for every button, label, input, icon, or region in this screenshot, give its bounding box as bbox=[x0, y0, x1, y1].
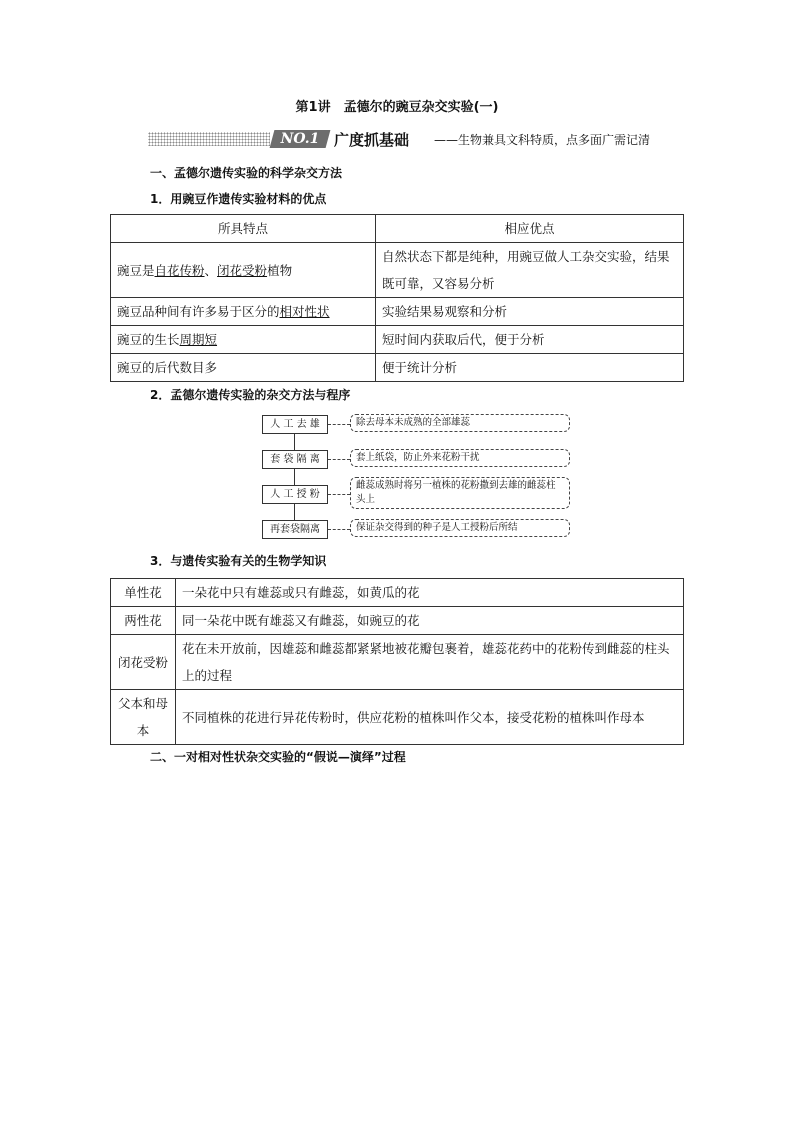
table-row bbox=[111, 298, 684, 326]
flow-note: 雌蕊成熟时将另一植株的花粉撒到去雄的雌蕊柱头上 bbox=[350, 477, 570, 509]
banner-heading: 广度抓基础 bbox=[334, 131, 410, 149]
table-row bbox=[111, 635, 684, 690]
banner-subheading: ——生物兼具文科特质，点多面广需记清 bbox=[434, 133, 651, 147]
table-cell-advantage: 自然状态下都是纯种，用豌豆做人工杂交实验，结果既可靠，又容易分析 bbox=[376, 243, 684, 298]
term-cell: 父本和母本 bbox=[111, 690, 176, 745]
table-row bbox=[111, 579, 684, 607]
banner-dot-pattern bbox=[148, 132, 270, 146]
flow-note: 套上纸袋，防止外来花粉干扰 bbox=[350, 449, 570, 467]
definition-cell: 同一朵花中既有雄蕊又有雌蕊，如豌豆的花 bbox=[176, 607, 684, 635]
flow-step: 再套袋隔离 bbox=[262, 520, 328, 539]
key-term: 闭花受粉 bbox=[217, 262, 268, 278]
flow-link bbox=[328, 459, 350, 460]
page-title: 第1讲 孟德尔的豌豆杂交实验(一) bbox=[295, 100, 499, 115]
table-row bbox=[111, 243, 684, 298]
table-row bbox=[111, 690, 684, 745]
flow-link bbox=[328, 529, 350, 530]
cell-text: 植物 bbox=[267, 262, 293, 278]
table-cell-feature: 豌豆的后代数目多 bbox=[111, 354, 376, 382]
flow-link bbox=[328, 424, 350, 425]
flow-note: 除去母本未成熟的全部雄蕊 bbox=[350, 414, 570, 432]
term-cell: 单性花 bbox=[111, 579, 176, 607]
banner-badge bbox=[270, 130, 331, 148]
table-cell-feature bbox=[111, 243, 376, 298]
cell-text: 豌豆的生长 bbox=[117, 332, 180, 347]
subsection-heading: 1．用豌豆作遗传实验材料的优点 bbox=[150, 192, 327, 206]
section-banner bbox=[148, 128, 688, 150]
flow-connector bbox=[294, 434, 295, 525]
cell-text: 、 bbox=[204, 262, 218, 278]
key-term: 周期短 bbox=[179, 332, 218, 347]
subsection-heading: 2．孟德尔遗传实验的杂交方法与程序 bbox=[150, 388, 351, 402]
flow-link bbox=[328, 494, 350, 495]
banner-badge-text: NO.1 bbox=[280, 131, 320, 147]
definition-cell: 不同植株的花进行异花传粉时，供应花粉的植株叫作父本，接受花粉的植株叫作母本 bbox=[176, 690, 684, 745]
column-header: 相应优点 bbox=[376, 215, 684, 243]
term-cell: 闭花受粉 bbox=[111, 635, 176, 690]
cell-text: 豌豆品种间有许多易于区分的 bbox=[117, 304, 280, 319]
definition-cell: 花在未开放前，因雄蕊和雌蕊都紧紧地被花瓣包裹着，雄蕊花药中的花粉传到雌蕊的柱头上的过程 bbox=[176, 635, 684, 690]
table-cell-feature bbox=[111, 326, 376, 354]
table-header-row bbox=[111, 215, 684, 243]
cell-text: 豌豆是 bbox=[117, 262, 155, 278]
key-term: 自花传粉 bbox=[154, 262, 205, 278]
biology-terms-table bbox=[110, 578, 684, 745]
flow-step: 人 工 去 雄 bbox=[262, 415, 328, 434]
table-row bbox=[111, 326, 684, 354]
table-row bbox=[111, 354, 684, 382]
table-row bbox=[111, 607, 684, 635]
section-heading: 二、一对相对性状杂交实验的“假说—演绎”过程 bbox=[150, 750, 406, 764]
subsection-heading: 3．与遗传实验有关的生物学知识 bbox=[150, 554, 327, 568]
hybridization-flowchart bbox=[258, 410, 562, 542]
table-cell-advantage: 实验结果易观察和分析 bbox=[376, 298, 684, 326]
table-cell-advantage: 便于统计分析 bbox=[376, 354, 684, 382]
flow-note: 保证杂交得到的种子是人工授粉后所结 bbox=[350, 519, 570, 537]
table-cell-feature bbox=[111, 298, 376, 326]
material-advantages-table bbox=[110, 214, 684, 382]
section-heading: 一、孟德尔遗传实验的科学杂交方法 bbox=[150, 166, 343, 180]
flow-step: 人 工 授 粉 bbox=[262, 485, 328, 504]
definition-cell: 一朵花中只有雄蕊或只有雌蕊，如黄瓜的花 bbox=[176, 579, 684, 607]
term-cell: 两性花 bbox=[111, 607, 176, 635]
key-term: 相对性状 bbox=[279, 304, 330, 319]
column-header: 所具特点 bbox=[111, 215, 376, 243]
flow-step: 套 袋 隔 离 bbox=[262, 450, 328, 469]
table-cell-advantage: 短时间内获取后代，便于分析 bbox=[376, 326, 684, 354]
